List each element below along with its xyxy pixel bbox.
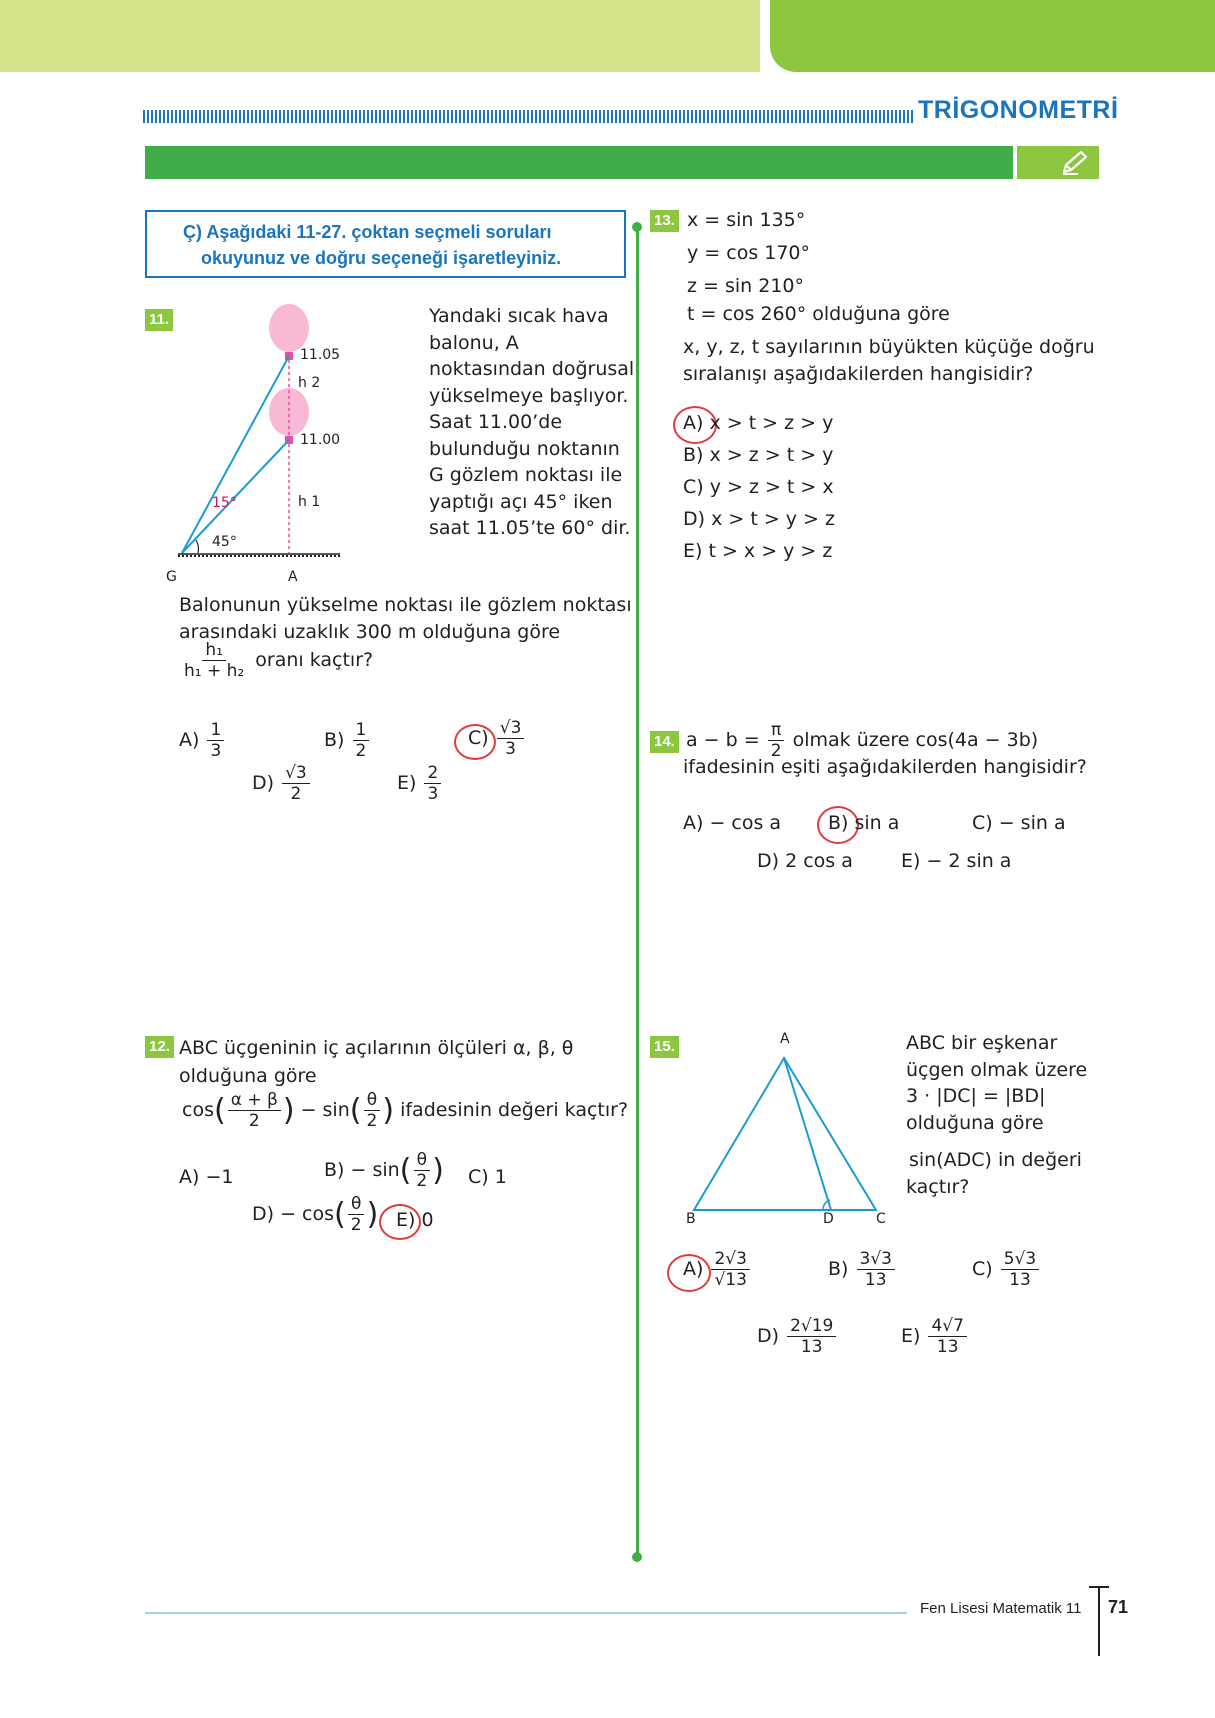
q11-text-line: yükselmeye başlıyor. (429, 384, 629, 407)
q13-line: x = sin 135° (687, 209, 806, 231)
q12-option-a[interactable]: A) −1 (179, 1166, 234, 1188)
q11-number: 11. (145, 309, 173, 331)
q11-ratio-num: h₁ (202, 640, 226, 661)
q13-option-b[interactable]: B) x > z > t > y (683, 444, 834, 466)
q11-ratio-den: h₁ + h₂ (184, 661, 245, 681)
q12-option-c[interactable]: C) 1 (468, 1166, 507, 1188)
q12-line1: ABC üçgeninin iç açılarının ölçüleri α, β, θ (179, 1037, 574, 1059)
q11-text-line: Yandaki sıcak hava (429, 305, 609, 327)
q12-option-e[interactable]: E) 0 (396, 1209, 434, 1231)
q11-fig-g: G (166, 569, 177, 585)
q11-option-e[interactable]: E) $\frac{2}{3}$ (397, 763, 443, 804)
q13-option-a[interactable]: A) x > t > z > y (683, 412, 834, 434)
q11-ratio-suffix: oranı kaçtır? (255, 649, 374, 671)
q11-fig-t1: 11.05 (300, 347, 341, 363)
q14-option-b[interactable]: B) sin a (828, 812, 900, 834)
q11-option-b[interactable]: B) $\frac{1}{2}$ (324, 720, 371, 761)
footer-divider (1098, 1586, 1100, 1656)
q13-line: t = cos 260° olduğuna göre (687, 303, 950, 325)
q15-option-b[interactable]: B) $\frac{3√3}{13}$ (828, 1249, 897, 1290)
q12-number: 12. (145, 1036, 174, 1058)
green-bar (145, 146, 1013, 179)
q15-fig-d: D (823, 1211, 834, 1227)
q14-option-c[interactable]: C) − sin a (972, 812, 1066, 834)
q15-option-c[interactable]: C) $\frac{5√3}{13}$ (972, 1249, 1041, 1290)
footer-tick (1089, 1586, 1109, 1588)
divider-dot-top (632, 222, 642, 232)
q15-number: 15. (650, 1036, 679, 1058)
q14-option-e[interactable]: E) − 2 sin a (901, 850, 1012, 872)
q15-fig-b: B (686, 1211, 696, 1227)
q14-number: 14. (650, 731, 679, 753)
q11-body-line2: arasındaki uzaklık 300 m olduğuna göre (179, 621, 561, 643)
header-band-left (0, 0, 760, 72)
pencil-icon (1058, 148, 1092, 178)
q11-option-a[interactable]: A) $\frac{1}{3}$ (179, 720, 226, 761)
q15-last: kaçtır? (906, 1176, 970, 1198)
q14-option-d[interactable]: D) 2 cos a (757, 850, 853, 872)
instruction-box (145, 210, 626, 278)
q11-text-line: saat 11.05’te 60° dir. (429, 517, 631, 539)
q15-option-d[interactable]: D) $\frac{2√19}{13}$ (757, 1316, 838, 1357)
q11-text-line: balonu, A (429, 331, 519, 354)
q13-option-c[interactable]: C) y > z > t > x (683, 476, 834, 498)
q11-text-line: noktasından doğrusal (429, 358, 635, 380)
q13-number: 13. (650, 210, 679, 232)
page-title: TRİGONOMETRİ (918, 96, 1119, 124)
page-number: 71 (1108, 1597, 1129, 1617)
footer-book: Fen Lisesi Matematik 11 (920, 1600, 1082, 1617)
q14-line2: ifadesinin eşiti aşağıdakilerden hangisidir? (683, 756, 1087, 778)
instruction-line2: okuyunuz ve doğru seçeneği işaretleyiniz. (201, 248, 562, 268)
q15-text-line: 3 · |DC| = |BD| (906, 1085, 1046, 1107)
divider-dot-bottom (632, 1552, 642, 1562)
header-band-right (770, 0, 1215, 72)
q15-text (906, 1030, 1087, 1136)
q11-fig-a: A (288, 569, 298, 585)
q11-fig-a1: 15° (212, 495, 237, 511)
q11-option-c[interactable]: C) $\frac{√3}{3}$ (468, 718, 526, 759)
q12-option-b[interactable]: B) − sin( $\frac{\theta}{2}$ ) (324, 1150, 444, 1191)
q15-text-line: ABC bir eşkenar (906, 1032, 1058, 1054)
q11-text-line: Saat 11.00’de (429, 411, 563, 433)
q11-ratio (179, 640, 373, 681)
q11-text-line: yaptığı açı 45° iken (429, 490, 613, 513)
q13-line: z = sin 210° (687, 275, 804, 297)
q11-fig-h1: h 1 (298, 494, 321, 510)
q15-sin: sin(ADC) in değeri (909, 1149, 1082, 1171)
q11-option-d[interactable]: D) $\frac{√3}{2}$ (252, 763, 312, 804)
q15-option-a[interactable]: A) $\frac{2√3}{√13}$ (683, 1249, 752, 1290)
q14-option-a[interactable]: A) − cos a (683, 812, 782, 834)
q15-triangle-figure (680, 1030, 900, 1230)
q15-text-line: üçgen olmak üzere (906, 1058, 1088, 1081)
header-stripe (143, 110, 913, 123)
q12-option-d[interactable]: D) − cos( $\frac{\theta}{2}$ ) (252, 1194, 379, 1235)
q11-text-line: bulunduğu noktanın (429, 437, 620, 460)
instruction-line1: Ç) Aşağıdaki 11-27. çoktan seçmeli soruları (183, 222, 552, 242)
q15-option-e[interactable]: E) $\frac{4√7}{13}$ (901, 1316, 969, 1357)
q14-line1: a − b = $\frac{\pi}{2}$ olmak üzere cos(4a − 3b) (686, 720, 1039, 761)
q15-fig-a: A (780, 1031, 790, 1047)
column-divider (636, 226, 639, 1556)
q11-fig-a2: 45° (212, 534, 237, 550)
q11-body-line1: Balonunun yükselme noktası ile gözlem noktası (179, 594, 632, 616)
q13-question-line2: sıralanışı aşağıdakilerden hangisidir? (683, 363, 1034, 385)
q13-option-e[interactable]: E) t > x > y > z (683, 540, 833, 562)
q11-text (429, 303, 634, 542)
q15-fig-c: C (876, 1211, 886, 1227)
q12-line2: olduğuna göre (179, 1065, 317, 1087)
q12-expression: cos( $\frac{\alpha + \beta}{2}$ ) − sin( $\frac{\theta}{2}$ ) ifadesinin değeri kaçtır? (182, 1090, 629, 1131)
q13-line: y = cos 170° (687, 242, 811, 264)
q15-text-line: olduğuna göre (906, 1111, 1044, 1134)
q13-question-line1: x, y, z, t sayılarının büyükten küçüğe doğru (683, 336, 1095, 358)
q13-option-d[interactable]: D) x > t > y > z (683, 508, 835, 530)
q11-text-line: G gözlem noktası ile (429, 464, 623, 486)
q11-fig-h2: h 2 (298, 375, 321, 391)
q11-fig-t2: 11.00 (300, 432, 341, 448)
footer-line (145, 1612, 907, 1614)
